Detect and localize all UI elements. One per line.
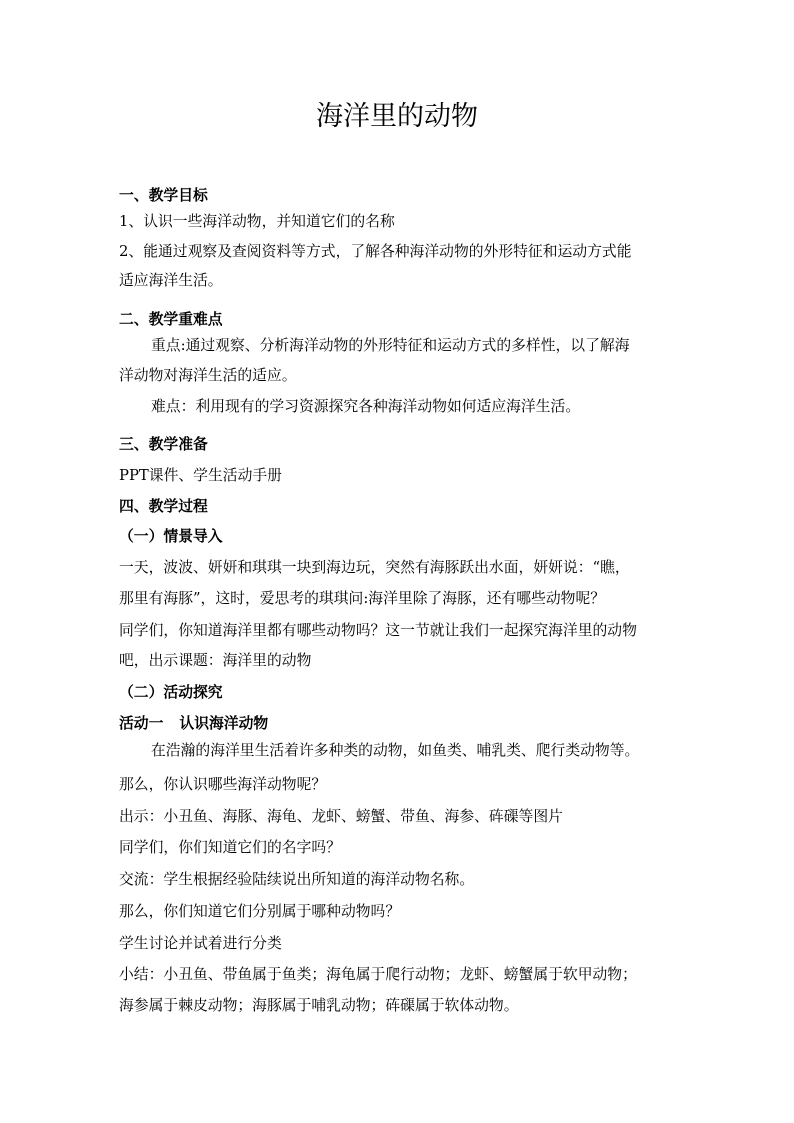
subheading-activity-explore: （二）活动探究 — [119, 684, 223, 701]
activity-1-exchange: 交流：学生根据经验陆续说出所知道的海洋动物名称。 — [119, 871, 475, 888]
preparation-content: PPT课件、学生活动手册 — [119, 467, 282, 484]
section-heading-process: 四、教学过程 — [119, 498, 208, 515]
activity-1-discussion: 学生讨论并试着进行分类 — [119, 935, 282, 952]
document-title: 海洋里的动物 — [316, 101, 478, 132]
goal-item-1: 1、认识一些海洋动物，并知道它们的名称 — [119, 213, 395, 230]
activity-1-intro: 在浩瀚的海洋里生活着许多种类的动物，如鱼类、哺乳类、爬行类动物等。 — [151, 742, 640, 759]
activity-1-show: 出示：小丑鱼、海豚、海龟、龙虾、螃蟹、带鱼、海参、砗磲等图片 — [119, 808, 563, 825]
goal-item-2-line-2: 适应海洋生活。 — [119, 272, 223, 289]
difficulty-point: 难点：利用现有的学习资源探究各种海洋动物如何适应海洋生活。 — [151, 398, 581, 415]
subheading-scene-intro: （一）情景导入 — [119, 528, 223, 545]
activity-1-summary-line-1: 小结：小丑鱼、带鱼属于鱼类；海龟属于爬行动物；龙虾、螃蟹属于软甲动物； — [119, 966, 637, 983]
goal-item-2-line-1: 2、能通过观察及查阅资料等方式，了解各种海洋动物的外形特征和运动方式能 — [119, 243, 632, 260]
scene-paragraph-2-line-2: 吧，出示课题：海洋里的动物 — [119, 652, 312, 669]
scene-paragraph-1-line-1: 一天，波波、妍妍和琪琪一块到海边玩，突然有海豚跃出水面，妍妍说：“瞧， — [119, 559, 630, 576]
section-heading-preparation: 三、教学准备 — [119, 436, 208, 453]
key-point-line-2: 洋动物对海洋生活的适应。 — [119, 367, 297, 384]
activity-1-title: 认识海洋动物 — [179, 715, 269, 732]
activity-1-summary-line-2: 海参属于棘皮动物；海豚属于哺乳动物；砗磲属于软体动物。 — [119, 997, 519, 1014]
section-heading-teaching-goals: 一、教学目标 — [119, 187, 208, 204]
section-heading-key-points: 二、教学重难点 — [119, 311, 223, 328]
key-point-line-1: 重点:通过观察、分析海洋动物的外形特征和运动方式的多样性，以了解海 — [151, 337, 630, 354]
activity-1-question-3: 那么，你们知道它们分别属于哪种动物吗？ — [119, 903, 401, 920]
scene-paragraph-1-line-2: 那里有海豚”，这时，爱思考的琪琪问:海洋里除了海豚，还有哪些动物呢？ — [119, 590, 606, 607]
activity-1-label: 活动一 — [119, 715, 164, 732]
activity-1-heading — [119, 714, 719, 734]
activity-1-question-2: 同学们，你们知道它们的名字吗？ — [119, 839, 341, 856]
activity-1-question-1: 那么，你认识哪些海洋动物呢？ — [119, 776, 327, 793]
scene-paragraph-2-line-1: 同学们，你知道海洋里都有哪些动物吗？这一节就让我们一起探究海洋里的动物 — [119, 622, 637, 639]
